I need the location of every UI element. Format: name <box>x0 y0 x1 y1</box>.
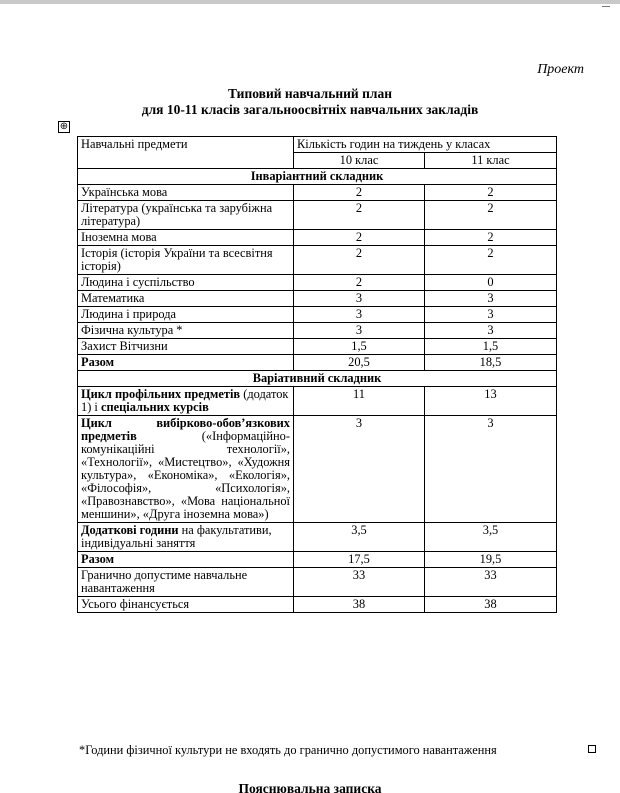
header-subjects: Навчальні предмети <box>78 137 294 169</box>
table-row <box>78 275 557 291</box>
grade11-cell: 2 <box>425 246 557 275</box>
table-move-handle-icon[interactable]: ⊕ <box>59 121 69 132</box>
extra-hours-text: на факультативи, індивідуальні заняття <box>81 523 272 550</box>
subject-cell: Іноземна мова <box>78 230 294 246</box>
elective-cycle-text: («Інформаційно-комунікаційні технології», «Технології», «Мистецтво», «Художня культура», «Економіка», «Екологія», «Філософія», «Психологія», «Правознавство», «Мова національної меншини», «Друга іноземна мова») <box>81 429 290 521</box>
table-row <box>78 323 557 339</box>
section-row-variative <box>78 371 557 387</box>
header-grade-11: 11 клас <box>425 153 557 169</box>
total-label: Разом <box>78 355 294 371</box>
extra-hours-row <box>78 523 557 552</box>
extra-hours-cell <box>78 523 294 552</box>
grade10-cell: 1,5 <box>294 339 425 355</box>
grade11-cell: 0 <box>425 275 557 291</box>
total-grade10: 20,5 <box>294 355 425 371</box>
table-row <box>78 246 557 275</box>
end-of-cell-mark <box>588 745 596 753</box>
grade10-cell: 2 <box>294 275 425 291</box>
financed-grade11: 38 <box>425 597 557 613</box>
footnote: *Години фізичної культури не входять до гранично допустимого навантаження <box>79 743 497 757</box>
subject-cell: Людина і природа <box>78 307 294 323</box>
section-row-invariant <box>78 169 557 185</box>
total-grade11: 19,5 <box>425 552 557 568</box>
section-invariant-title: Інваріантний складник <box>78 169 557 185</box>
profile-cycle-bold-end: спеціальних курсів <box>100 400 209 414</box>
grade11-cell: 3 <box>425 416 557 523</box>
grade10-cell: 3 <box>294 416 425 523</box>
table-row <box>78 201 557 230</box>
grade10-cell: 3 <box>294 307 425 323</box>
subject-cell: Математика <box>78 291 294 307</box>
curriculum-table <box>77 136 557 613</box>
subject-cell: Історія (історія України та всесвітня історія) <box>78 246 294 275</box>
grade11-cell: 3 <box>425 323 557 339</box>
grade11-cell: 13 <box>425 387 557 416</box>
header-hours: Кількість годин на тиждень у класах <box>294 137 557 153</box>
grade11-cell: 3,5 <box>425 523 557 552</box>
elective-cycle-bold: Цикл вибірково-обов’язкових предметів <box>81 416 290 443</box>
grade11-cell: 3 <box>425 307 557 323</box>
total-grade10: 17,5 <box>294 552 425 568</box>
section-variative-title: Варіативний складник <box>78 371 557 387</box>
financed-grade10: 38 <box>294 597 425 613</box>
explanatory-note-heading: Пояснювальна записка <box>238 781 382 793</box>
subject-cell: Людина і суспільство <box>78 275 294 291</box>
variative-total-row <box>78 552 557 568</box>
document-title: Типовий навчальний план <box>228 86 392 101</box>
grade10-cell: 3,5 <box>294 523 425 552</box>
profile-cycle-cell <box>78 387 294 416</box>
profile-cycle-bold: Цикл профільних предметів <box>81 387 241 401</box>
grade10-cell: 2 <box>294 201 425 230</box>
project-label: Проект <box>537 62 584 77</box>
grade11-cell: 2 <box>425 185 557 201</box>
extra-hours-bold: Додаткові години <box>81 523 179 537</box>
corner-mark <box>602 6 610 7</box>
grade10-cell: 3 <box>294 291 425 307</box>
max-load-row <box>78 568 557 597</box>
subject-cell: Література (українська та зарубіжна література) <box>78 201 294 230</box>
table-row <box>78 291 557 307</box>
grade11-cell: 2 <box>425 201 557 230</box>
subject-cell: Українська мова <box>78 185 294 201</box>
ruler-edge <box>0 0 620 4</box>
total-label: Разом <box>78 552 294 568</box>
invariant-total-row <box>78 355 557 371</box>
document-subtitle: для 10-11 класів загальноосвітніх навчальних закладів <box>141 102 479 117</box>
grade10-cell: 11 <box>294 387 425 416</box>
elective-cycle-cell <box>78 416 294 523</box>
grade11-cell: 1,5 <box>425 339 557 355</box>
elective-cycle-row <box>78 416 557 523</box>
grade11-cell: 3 <box>425 291 557 307</box>
profile-cycle-text: (додаток 1) і <box>81 387 289 414</box>
grade10-cell: 2 <box>294 246 425 275</box>
total-grade11: 18,5 <box>425 355 557 371</box>
subject-cell: Фізична культура * <box>78 323 294 339</box>
table-row <box>78 230 557 246</box>
financed-label: Усього фінансується <box>78 597 294 613</box>
subject-cell: Захист Вітчизни <box>78 339 294 355</box>
grade11-cell: 2 <box>425 230 557 246</box>
table-row <box>78 339 557 355</box>
max-load-grade10: 33 <box>294 568 425 597</box>
profile-cycle-row <box>78 387 557 416</box>
table-row <box>78 185 557 201</box>
grade10-cell: 2 <box>294 230 425 246</box>
max-load-label: Гранично допустиме навчальне навантаження <box>78 568 294 597</box>
grade10-cell: 3 <box>294 323 425 339</box>
header-grade-10: 10 клас <box>294 153 425 169</box>
max-load-grade11: 33 <box>425 568 557 597</box>
grade10-cell: 2 <box>294 185 425 201</box>
financed-row <box>78 597 557 613</box>
table-row <box>78 307 557 323</box>
table-header-row <box>78 137 557 153</box>
